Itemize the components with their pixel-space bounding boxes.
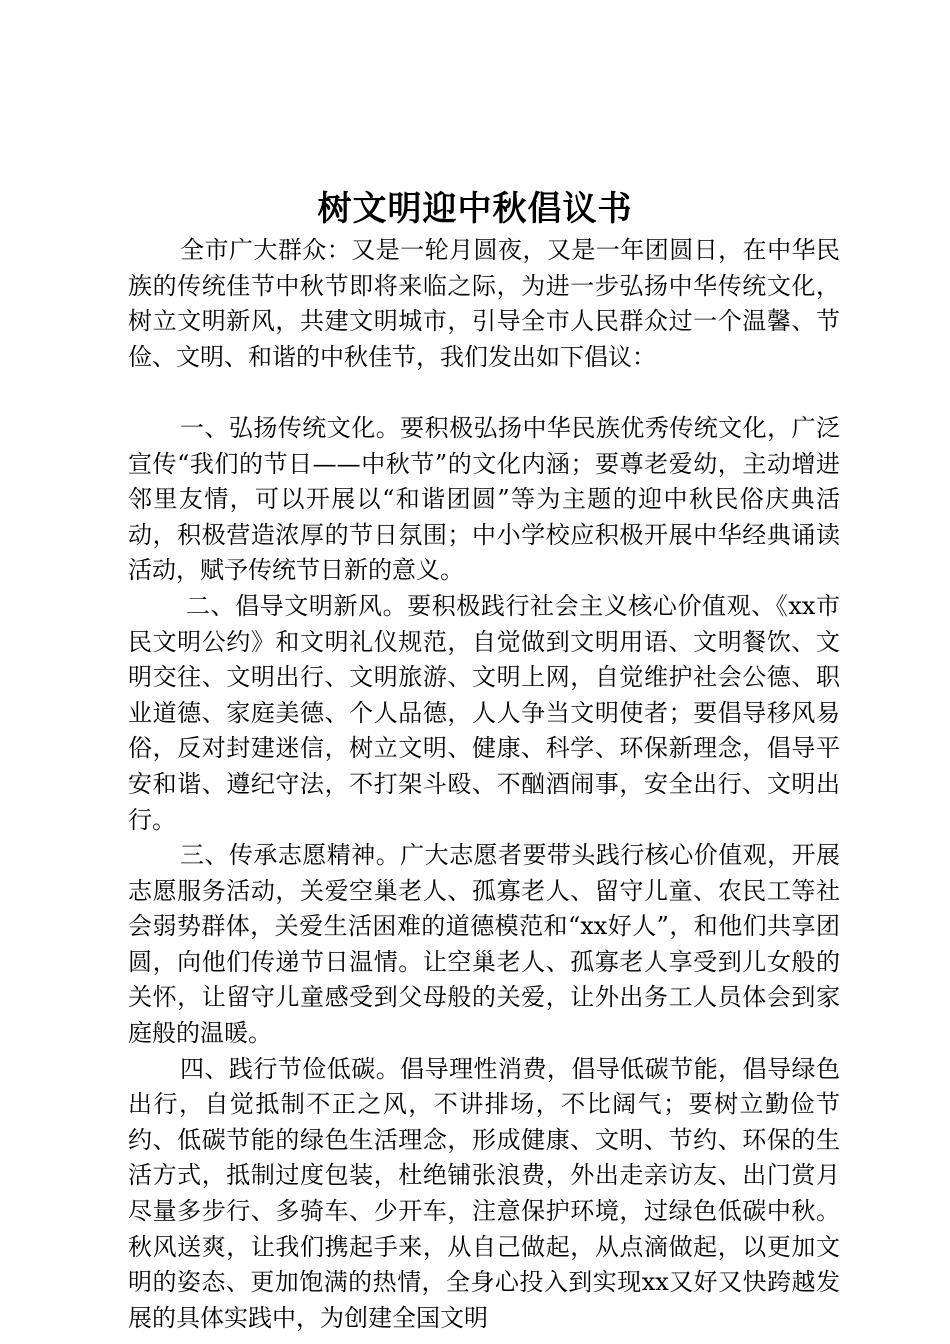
paragraph-volunteer: 三、传承志愿精神。广大志愿者要带头践行核心价值观，开展志愿服务活动，关爱空巢老人、孤寡老人、留守儿童、农民工等社会弱势群体，关爱生活困难的道德模范和“xx好人”，和他们共享团圆，向他们传递节日温情。让空巢老人、孤寡老人享受到儿女般的关怀，让留守儿童感受到父母般的关爱，让外出务工人员体会到家庭般的温暖。 [128,841,840,1048]
paragraph-civility: 二、倡导文明新风。要积极践行社会主义核心价值观、《xx市民文明公约》和文明礼仪规范，自觉做到文明用语、文明餐饮、文明交往、文明出行、文明旅游、文明上网，自觉维护社会公德、职业道德、家庭美德、个人品德，人人争当文明使者；要倡导移风易俗，反对封建迷信，树立文明、健康、科学、环保新理念，倡导平安和谐、遵纪守法，不打架斗殴、不酗酒闹事，安全出行、文明出行。 [128,591,840,834]
document-title: 树文明迎中秋倡议书 [317,189,633,229]
intro-paragraph: 全市广大群众：又是一轮月圆夜，又是一年团圆日，在中华民族的传统佳节中秋节即将来临之际，为进一步弘扬中华传统文化，树立文明新风，共建文明城市，引导全市人民群众过一个温馨、节俭、文明、和谐的中秋佳节，我们发出如下倡议： [128,236,840,371]
document-body [128,233,840,1336]
paragraph-heritage: 一、弘扬传统文化。要积极弘扬中华民族优秀传统文化，广泛宣传“我们的节日——中秋节”的文化内涵；要尊老爱幼，主动增进邻里友情，可以开展以“和谐团圆”等为主题的迎中秋民俗庆典活动，积极营造浓厚的节日氛围；中小学校应积极开展中华经典诵读活动，赋予传统节日新的意义。 [128,413,840,585]
paragraph-frugal: 四、践行节俭低碳。倡导理性消费，倡导低碳节能，倡导绿色出行，自觉抵制不正之风，不讲排场，不比阔气；要树立勤俭节约、低碳节能的绿色生活理念，形成健康、文明、节约、环保的生活方式，抵制过度包装，杜绝铺张浪费，外出走亲访友、出门赏月尽量多步行、多骑车、少开车，注意保护环境，过绿色低碳中秋。秋风送爽，让我们携起手来，从自己做起，从点滴做起，以更加文明的姿态、更加饱满的热情，全身心投入到实现xx又好又快跨越发展的具体实践中，为创建全国文明 [128,1054,840,1332]
